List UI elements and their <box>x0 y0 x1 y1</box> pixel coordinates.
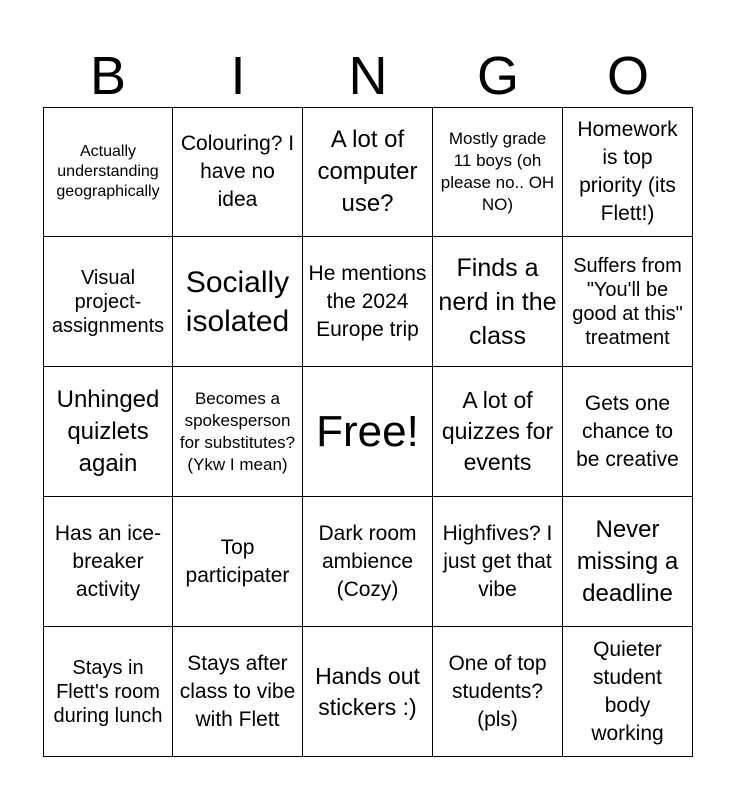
bingo-cell[interactable] <box>43 497 173 627</box>
cell-text: Quieter student body working <box>591 637 664 745</box>
bingo-cell[interactable] <box>563 107 693 237</box>
title-letter-i: I <box>230 46 246 106</box>
cell-text: Top participater <box>185 535 290 587</box>
bingo-cell[interactable] <box>43 237 173 367</box>
cell-text: He mentions the 2024 Europe trip <box>308 261 427 341</box>
free-space-text: Free! <box>316 406 419 456</box>
bingo-cell[interactable] <box>303 627 433 757</box>
title-letter-o: O <box>606 46 649 106</box>
bingo-title <box>43 46 693 106</box>
bingo-cell[interactable] <box>303 237 433 367</box>
bingo-cell[interactable] <box>303 107 433 237</box>
cell-text: A lot of quizzes for events <box>441 387 554 475</box>
bingo-cell[interactable] <box>173 627 303 757</box>
cell-text: Suffers from "You'll be good at this" treatment <box>572 254 683 349</box>
bingo-cell[interactable] <box>173 107 303 237</box>
cell-text: Mostly grade 11 boys (oh please no.. OH NO) <box>440 129 555 214</box>
bingo-cell[interactable] <box>43 627 173 757</box>
bingo-cell[interactable] <box>563 627 693 757</box>
bingo-board <box>43 107 693 757</box>
cell-text: Becomes a spokesperson for substitutes? (Ykw I mean) <box>179 388 296 474</box>
bingo-cell-free[interactable] <box>303 367 433 497</box>
title-letter-n: N <box>348 46 388 106</box>
cell-text: Visual project-assignments <box>51 266 165 337</box>
cell-text: Hands out stickers :) <box>315 662 420 720</box>
bingo-cell[interactable] <box>433 107 563 237</box>
title-letter-b: B <box>89 46 127 106</box>
bingo-cell[interactable] <box>173 367 303 497</box>
bingo-cell[interactable] <box>433 627 563 757</box>
cell-text: One of top students? (pls) <box>448 651 547 731</box>
cell-text: Homework is top priority (its Flett!) <box>577 118 678 225</box>
cell-text: Socially isolated <box>185 265 290 338</box>
bingo-cell[interactable] <box>43 367 173 497</box>
cell-text: Finds a nerd in the class <box>438 253 557 350</box>
bingo-cell[interactable] <box>173 237 303 367</box>
cell-text: Gets one chance to be creative <box>576 391 679 471</box>
title-letter-g: G <box>476 46 519 106</box>
bingo-cell[interactable] <box>173 497 303 627</box>
cell-text: Stays in Flett's room during lunch <box>53 656 163 727</box>
bingo-cell[interactable] <box>563 237 693 367</box>
bingo-cell[interactable] <box>563 497 693 627</box>
cell-text: Has an ice-breaker activity <box>54 521 162 601</box>
cell-text: A lot of computer use? <box>317 126 418 217</box>
bingo-cell[interactable] <box>43 107 173 237</box>
bingo-cell[interactable] <box>563 367 693 497</box>
cell-text: Dark room ambience (Cozy) <box>318 521 417 601</box>
cell-text: Colouring? I have no idea <box>180 132 295 211</box>
cell-text: Unhinged quizlets again <box>56 385 160 477</box>
bingo-cell[interactable] <box>303 497 433 627</box>
cell-text: Highfives? I just get that vibe <box>442 521 553 601</box>
bingo-cell[interactable] <box>433 237 563 367</box>
bingo-cell[interactable] <box>433 367 563 497</box>
cell-text: Actually understanding geographically <box>56 143 160 200</box>
bingo-cell[interactable] <box>433 497 563 627</box>
cell-text: Never missing a deadline <box>576 515 679 607</box>
cell-text: Stays after class to vibe with Flett <box>179 651 296 731</box>
